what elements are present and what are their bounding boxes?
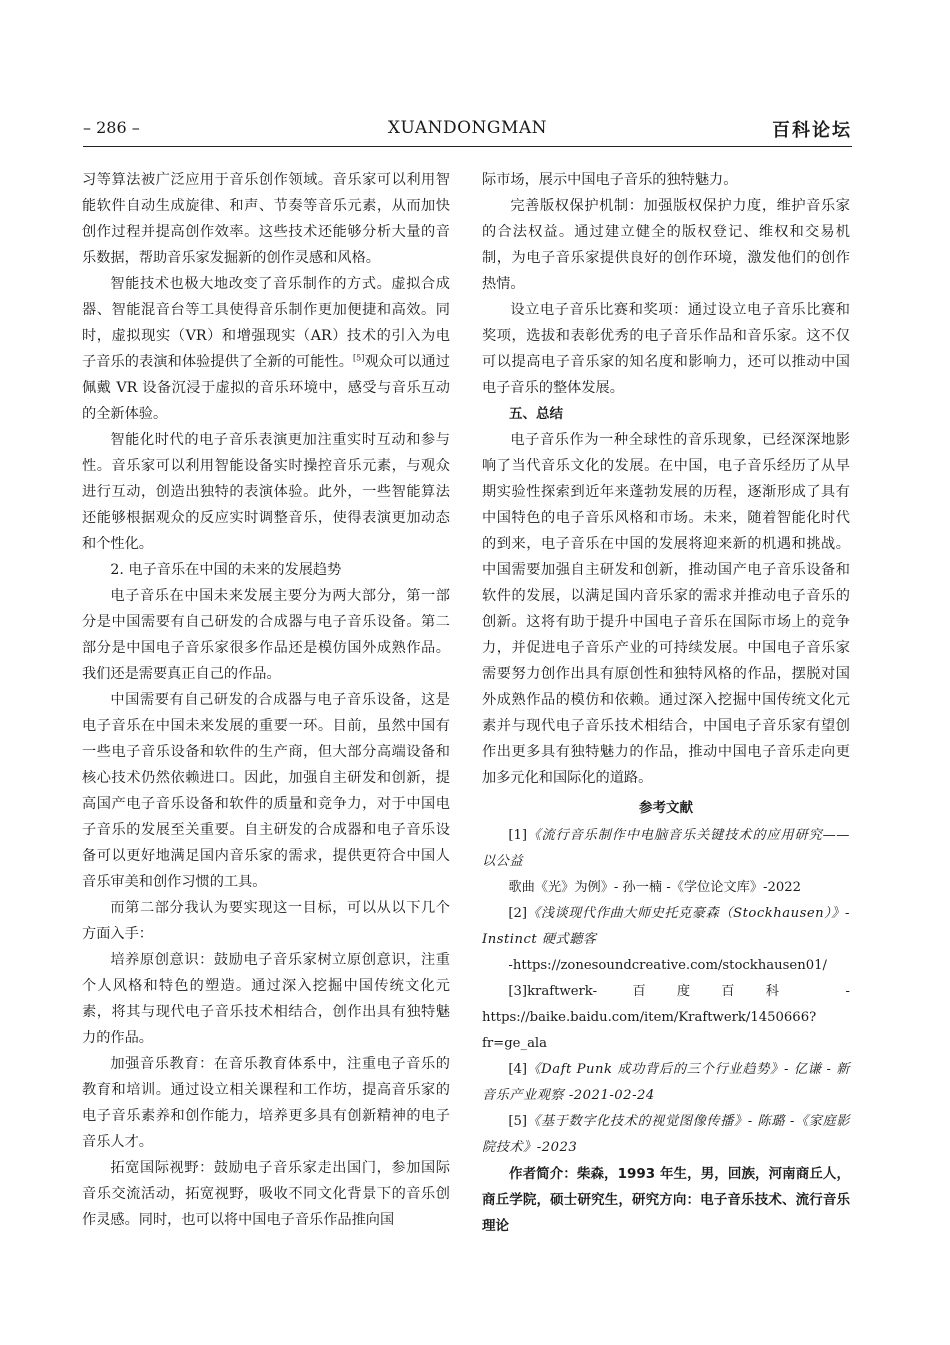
paragraph: 拓宽国际视野：鼓励电子音乐家走出国门，参加国际音乐交流活动，拓宽视野，吸收不同文化背景下的音乐创作灵感。同时，也可以将中国电子音乐作品推向国 — [82, 1160, 450, 1228]
journal-name: XUANDONGMAN — [387, 118, 548, 138]
paragraph: 中国需要有自己研发的合成器与电子音乐设备，这是电子音乐在中国未来发展的重要一环。目前，虽然中国有一些电子音乐设备和软件的生产商，但大部分高端设备和核心技术仍然依赖进口。因此，加强自主研发和创新，提高国产电子音乐设备和软件的质量和竞争力，对于中国电子音乐的发展至关重要。自主研发的合成器和电子音乐设备可以更好地满足国内音乐家的需求，提供更符合中国人音乐审美和创作习惯的工具。 — [82, 692, 450, 890]
reference-item: [1]《流行音乐制作中电脑音乐关键技术的应用研究——以公益 — [482, 828, 850, 869]
reference-item: -https://zonesoundcreative.com/stockhausen01/ — [508, 958, 827, 973]
paragraph: 电子音乐在中国未来发展主要分为两大部分，第一部分是中国需要有自己研发的合成器与电子音乐设备。第二部分是中国电子音乐家很多作品还是模仿国外成熟作品。我们还是需要真正自己的作品。 — [82, 588, 450, 682]
reference-item: [3]kraftwerk- 百度百科 -https://baike.baidu.com/item/Kraftwerk/1450666?fr=ge_ala — [482, 984, 850, 1051]
paragraph: 际市场，展示中国电子音乐的独特魅力。 — [482, 172, 738, 188]
left-column — [82, 167, 450, 1233]
reference-item: 歌曲《光》为例》- 孙一楠 -《学位论文库》-2022 — [508, 880, 802, 895]
reference-item: [5]《基于数字化技术的视觉图像传播》- 陈璐 -《家庭影院技术》-2023 — [482, 1114, 850, 1155]
author-bio: 作者简介：柴森，1993 年生，男，回族，河南商丘人，商丘学院，硕士研究生，研究方向：电子音乐技术、流行音乐理论 — [482, 1166, 850, 1234]
section-heading: 五、总结 — [509, 406, 563, 422]
paragraph: 智能技术也极大地改变了音乐制作的方式。虚拟合成器、智能混音台等工具使得音乐制作更加便捷和高效。同时，虚拟现实（VR）和增强现实（AR）技术的引入为电子音乐的表演和体验提供了全新的可能性。[5]观众可以通过佩戴 VR 设备沉浸于虚拟的音乐环境中，感受与音乐互动的全新体验。 — [82, 276, 450, 422]
reference-item: [2]《浅谈现代作曲大师史托克豪森（Stockhausen）》-Instinct 硬式聽客 — [482, 906, 850, 947]
section-heading: 2. 电子音乐在中国的未来的发展趋势 — [110, 562, 342, 578]
paragraph: 培养原创意识：鼓励电子音乐家树立原创意识，注重个人风格和特色的塑造。通过深入挖掘中国传统文化元素，将其与现代电子音乐技术相结合，创作出具有独特魅力的作品。 — [82, 952, 450, 1046]
paragraph: 加强音乐教育：在音乐教育体系中，注重电子音乐的教育和培训。通过设立相关课程和工作坊，提高音乐家的电子音乐素养和创作能力，培养更多具有创新精神的电子音乐人才。 — [82, 1056, 450, 1150]
paragraph: 完善版权保护机制：加强版权保护力度，维护音乐家的合法权益。通过建立健全的版权登记、维权和交易机制，为电子音乐家提供良好的创作环境，激发他们的创作热情。 — [482, 198, 850, 292]
paragraph: 电子音乐作为一种全球性的音乐现象，已经深深地影响了当代音乐文化的发展。在中国，电子音乐经历了从早期实验性探索到近年来蓬勃发展的历程，逐渐形成了具有中国特色的电子音乐风格和市场。未来，随着智能化时代的到来，电子音乐在中国的发展将迎来新的机遇和挑战。中国需要加强自主研发和创新，推动国产电子音乐设备和软件的发展，以满足国内音乐家的需求并推动电子音乐的创新。这将有助于提升中国电子音乐在国际市场上的竞争力，并促进电子音乐产业的可持续发展。中国电子音乐家需要努力创作出具有原创性和独特风格的作品，摆脱对国外成熟作品的模仿和依赖。通过深入挖掘中国传统文化元素并与现代电子音乐技术相结合，中国电子音乐家有望创作出更多具有独特魅力的作品，推动中国电子音乐走向更加多元化和国际化的道路。 — [482, 432, 850, 786]
references-title: 参考文献 — [639, 800, 693, 816]
citation-mark: [5] — [353, 353, 365, 363]
paragraph: 习等算法被广泛应用于音乐创作领域。音乐家可以利用智能软件自动生成旋律、和声、节奏等音乐元素，从而加快创作过程并提高创作效率。这些技术还能够分析大量的音乐数据，帮助音乐家发掘新的创作灵感和风格。 — [82, 172, 450, 266]
page-number: – 286 – — [83, 118, 140, 137]
paragraph: 而第二部分我认为要实现这一目标，可以从以下几个方面入手： — [82, 900, 450, 942]
right-column — [482, 167, 850, 1239]
references-list — [482, 823, 850, 1161]
paragraph: 智能化时代的电子音乐表演更加注重实时互动和参与性。音乐家可以利用智能设备实时操控音乐元素，与观众进行互动，创造出独特的表演体验。此外，一些智能算法还能够根据观众的反应实时调整音乐，使得表演更加动态和个性化。 — [82, 432, 450, 552]
paragraph: 设立电子音乐比赛和奖项：通过设立电子音乐比赛和奖项，选拔和表彰优秀的电子音乐作品和音乐家。这不仅可以提高电子音乐家的知名度和影响力，还可以推动中国电子音乐的整体发展。 — [482, 302, 850, 396]
page-header — [83, 114, 852, 147]
section-title: 百科论坛 — [772, 120, 852, 141]
reference-item: [4]《Daft Punk 成功背后的三个行业趋势》- 亿谦 - 新音乐产业观察 -2021-02-24 — [482, 1062, 850, 1103]
